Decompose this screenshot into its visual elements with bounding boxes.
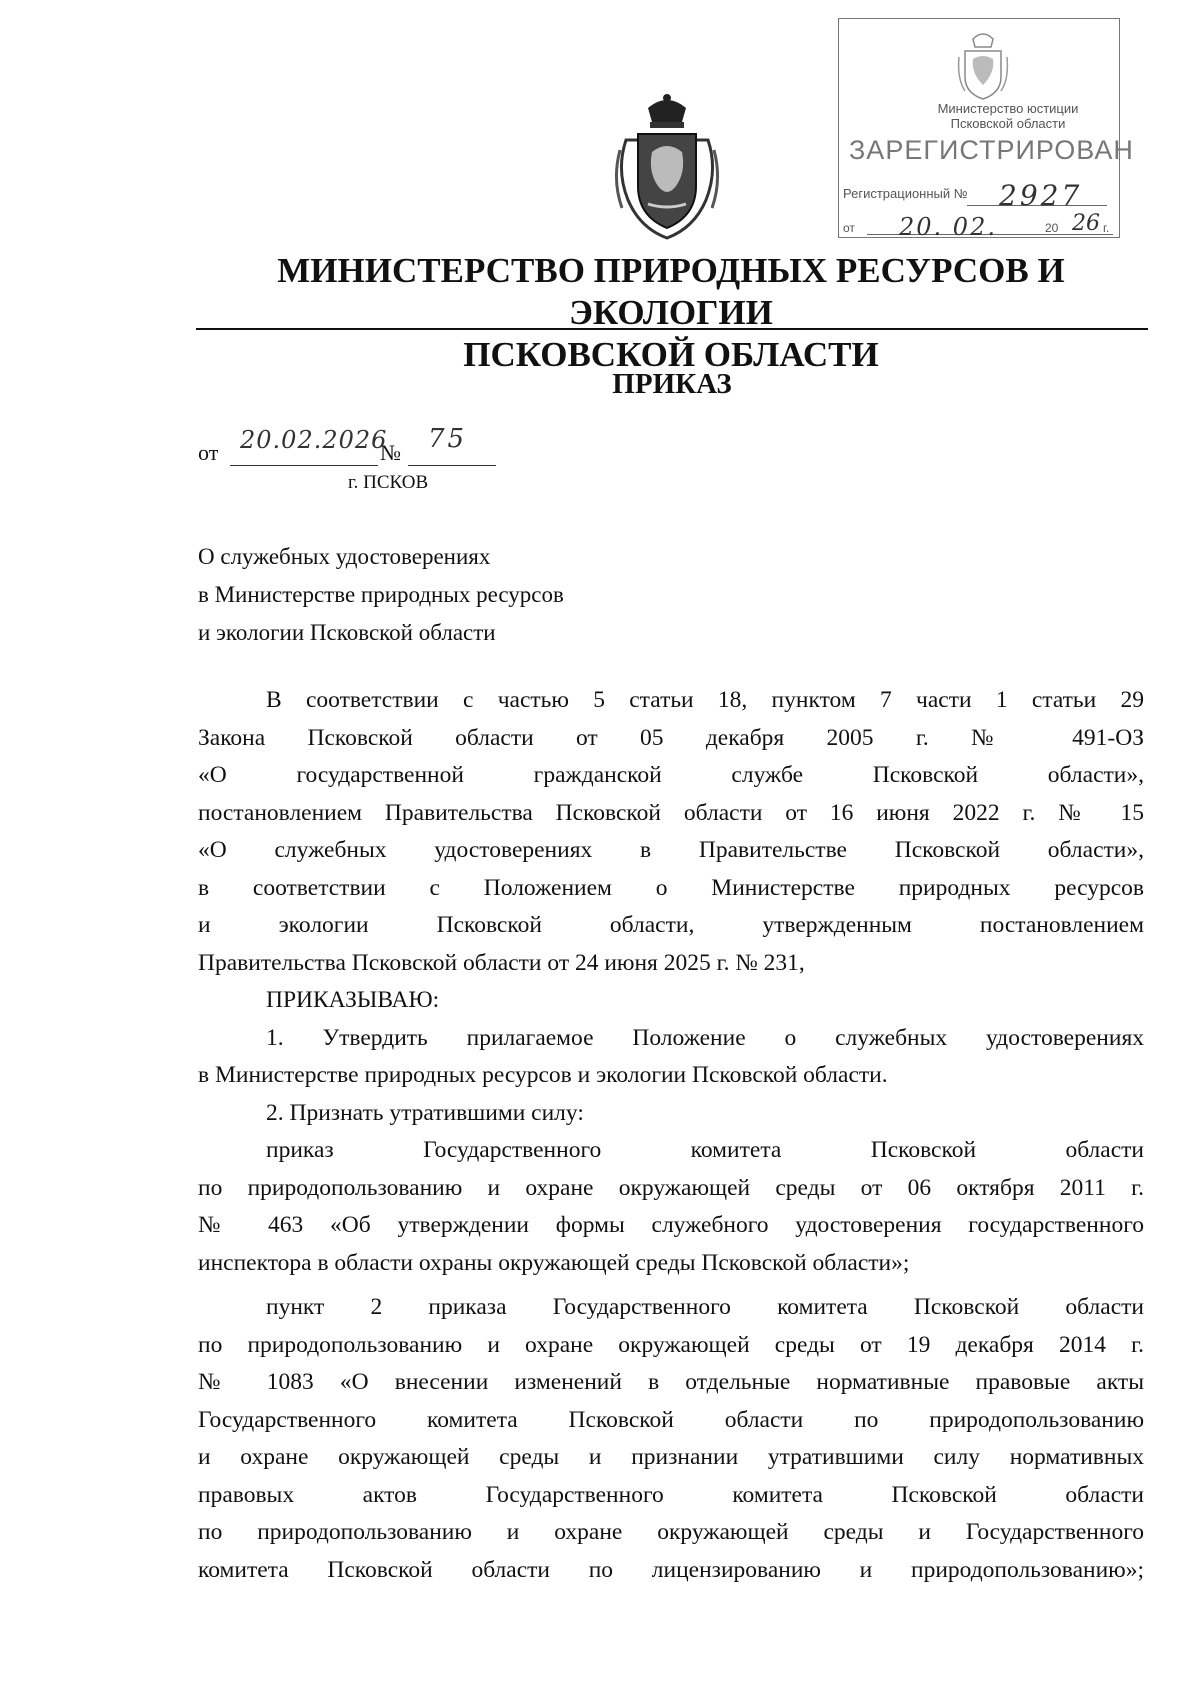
body-line: «О государственной гражданской службе Псковской области»,: [198, 762, 1144, 788]
stamp-ministry-line2: Псковской области: [950, 116, 1066, 131]
item2b-line: по природопользованию и охране окружающей среды и Государственного: [198, 1519, 1144, 1545]
item2a-line: по природопользованию и охране окружающей среды от 06 октября 2011 г.: [198, 1174, 1144, 1201]
item2b-line: по природопользованию и охране окружающей среды от 19 декабря 2014 г.: [198, 1331, 1144, 1358]
item1-line: 1. Утвердить прилагаемое Положение о служебных удостоверениях: [266, 1024, 1144, 1051]
item2a-line: инспектора в области охраны окружающей среды Псковской области»;: [198, 1249, 910, 1276]
item2a-line: № 463 «Об утверждении формы служебного удостоверения государственного: [198, 1212, 1144, 1238]
order-number-underline: [408, 465, 496, 466]
item2b-line: пункт 2 приказа Государственного комитета Псковской области: [266, 1294, 1144, 1320]
order-body: [198, 682, 1144, 1589]
body-line: в соответствии с Положением о Министерстве природных ресурсов: [198, 874, 1144, 901]
registration-stamp: [838, 18, 1134, 241]
stamp-emblem-icon: [957, 29, 1009, 103]
item1-line: в Министерстве природных ресурсов и экологии Псковской области.: [198, 1062, 888, 1088]
order-date-underline: [230, 465, 378, 466]
item2a-line: приказ Государственного комитета Псковской области: [266, 1137, 1144, 1163]
stamp-date-label: от: [843, 221, 855, 235]
order-from-label: от: [198, 440, 219, 465]
coat-of-arms-icon: [608, 90, 726, 242]
stamp-reg-label: Регистрационный №: [843, 186, 968, 201]
stamp-year-prefix: 20: [1045, 221, 1059, 235]
body-line: «О служебных удостоверениях в Правительстве Псковской области»,: [198, 837, 1144, 863]
body-line: и экологии Псковской области, утвержденным постановлением: [198, 912, 1144, 938]
order-subject: [198, 538, 564, 652]
body-line: В соответствии с частью 5 статьи 18, пунктом 7 части 1 статьи 29: [266, 687, 1144, 713]
stamp-year-suffix: 26: [1072, 211, 1100, 236]
stamp-reg-number: 2927: [999, 179, 1083, 212]
ministry-title-line1: МИНИСТЕРСТВО ПРИРОДНЫХ РЕСУРСОВ И ЭКОЛОГИИ: [277, 251, 1065, 332]
stamp-registered: ЗАРЕГИСТРИРОВАН: [849, 135, 1134, 165]
order-number-label: №: [380, 440, 401, 465]
item2b-line: правовых актов Государственного комитета Псковской области: [198, 1481, 1144, 1508]
body-line: Закона Псковской области от 05 декабря 2005 г. № 491-ОЗ: [198, 724, 1144, 751]
order-city: г. ПСКОВ: [348, 472, 429, 493]
item2b-line: комитета Псковской области по лицензированию и природопользованию»;: [198, 1556, 1144, 1583]
subject-line: и экологии Псковской области: [198, 620, 496, 645]
ministry-title-line2: ПСКОВСКОЙ ОБЛАСТИ: [463, 335, 879, 374]
stamp-ministry-name: [899, 101, 1117, 131]
item2-title: 2. Признать утратившими силу:: [266, 1099, 584, 1126]
stamp-ministry-line1: Министерство юстиции: [937, 101, 1079, 116]
order-word: ПРИКАЗЫВАЮ:: [266, 987, 440, 1013]
item2b-line: и охране окружающей среды и признании утратившими силу нормативных: [198, 1444, 1144, 1470]
subject-line: О служебных удостоверениях: [198, 544, 491, 569]
item2b-line: Государственного комитета Псковской области по природопользованию: [198, 1406, 1144, 1433]
order-date: 20.02.2026: [240, 426, 388, 454]
stamp-year-g: г.: [1103, 221, 1110, 235]
body-line: постановлением Правительства Псковской области от 16 июня 2022 г. № 15: [198, 799, 1144, 826]
ministry-title: [196, 250, 1146, 376]
order-number: 75: [428, 424, 468, 454]
title-divider: [196, 328, 1148, 330]
subject-line: в Министерстве природных ресурсов: [198, 582, 564, 607]
item2b-line: № 1083 «О внесении изменений в отдельные нормативные правовые акты: [198, 1369, 1144, 1395]
order-title: ПРИКАЗ: [612, 368, 732, 400]
body-line: Правительства Псковской области от 24 июня 2025 г. № 231,: [198, 949, 805, 976]
stamp-date-value: 20. 02.: [899, 213, 997, 241]
